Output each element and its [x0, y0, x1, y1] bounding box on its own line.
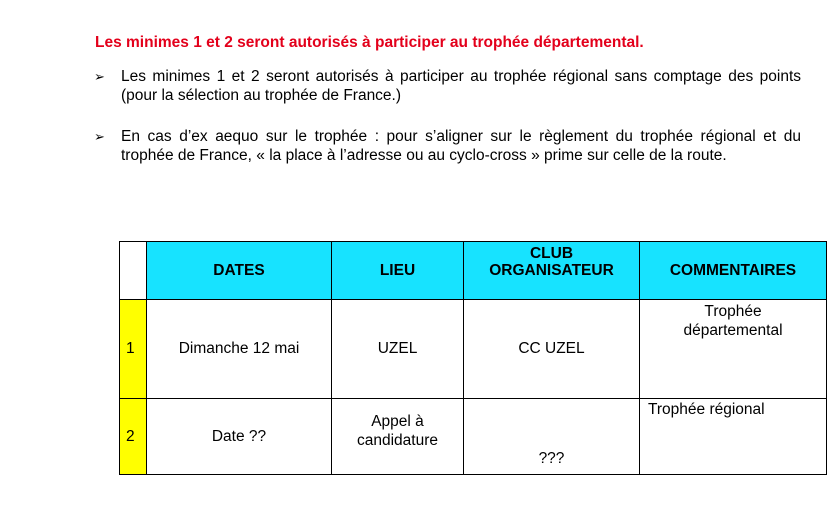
cell-comment: Trophée régional	[640, 399, 827, 475]
header-dates: DATES	[147, 242, 332, 300]
table-row	[120, 399, 827, 475]
arrow-bullet-icon: ➢	[94, 69, 105, 84]
cell-lieu: UZEL	[332, 300, 464, 399]
bullet-text: Les minimes 1 et 2 seront autorisés à participer au trophée régional sans comptage des points (pour la sélection au trophée de France.)	[121, 68, 801, 104]
header-blank-cell	[120, 242, 147, 300]
cell-lieu: Appel à candidature	[332, 399, 464, 475]
cell-date: Date ??	[147, 399, 332, 475]
cell-club: ???	[464, 399, 640, 475]
page-heading: Les minimes 1 et 2 seront autorisés à participer au trophée départemental.	[95, 34, 644, 51]
header-club-line2: ORGANISATEUR	[489, 261, 614, 279]
row-number: 2	[120, 399, 147, 475]
header-club-organisateur	[464, 242, 640, 300]
cell-club: CC UZEL	[464, 300, 640, 399]
bullet-text: En cas d’ex aequo sur le trophée : pour s’aligner sur le règlement du trophée régional et du trophée de France, « la place à l’adresse ou au cyclo-cross » prime sur celle de la route.	[121, 128, 801, 164]
cell-date: Dimanche 12 mai	[147, 300, 332, 399]
header-lieu: LIEU	[332, 242, 464, 300]
header-club-line1: CLUB	[529, 244, 574, 262]
table-header-row	[120, 242, 827, 300]
header-commentaires: COMMENTAIRES	[640, 242, 827, 300]
row-number: 1	[120, 300, 147, 399]
table-row	[120, 300, 827, 399]
arrow-bullet-icon: ➢	[94, 129, 105, 144]
cell-comment: Trophée départemental	[640, 300, 827, 399]
events-table	[119, 241, 827, 475]
